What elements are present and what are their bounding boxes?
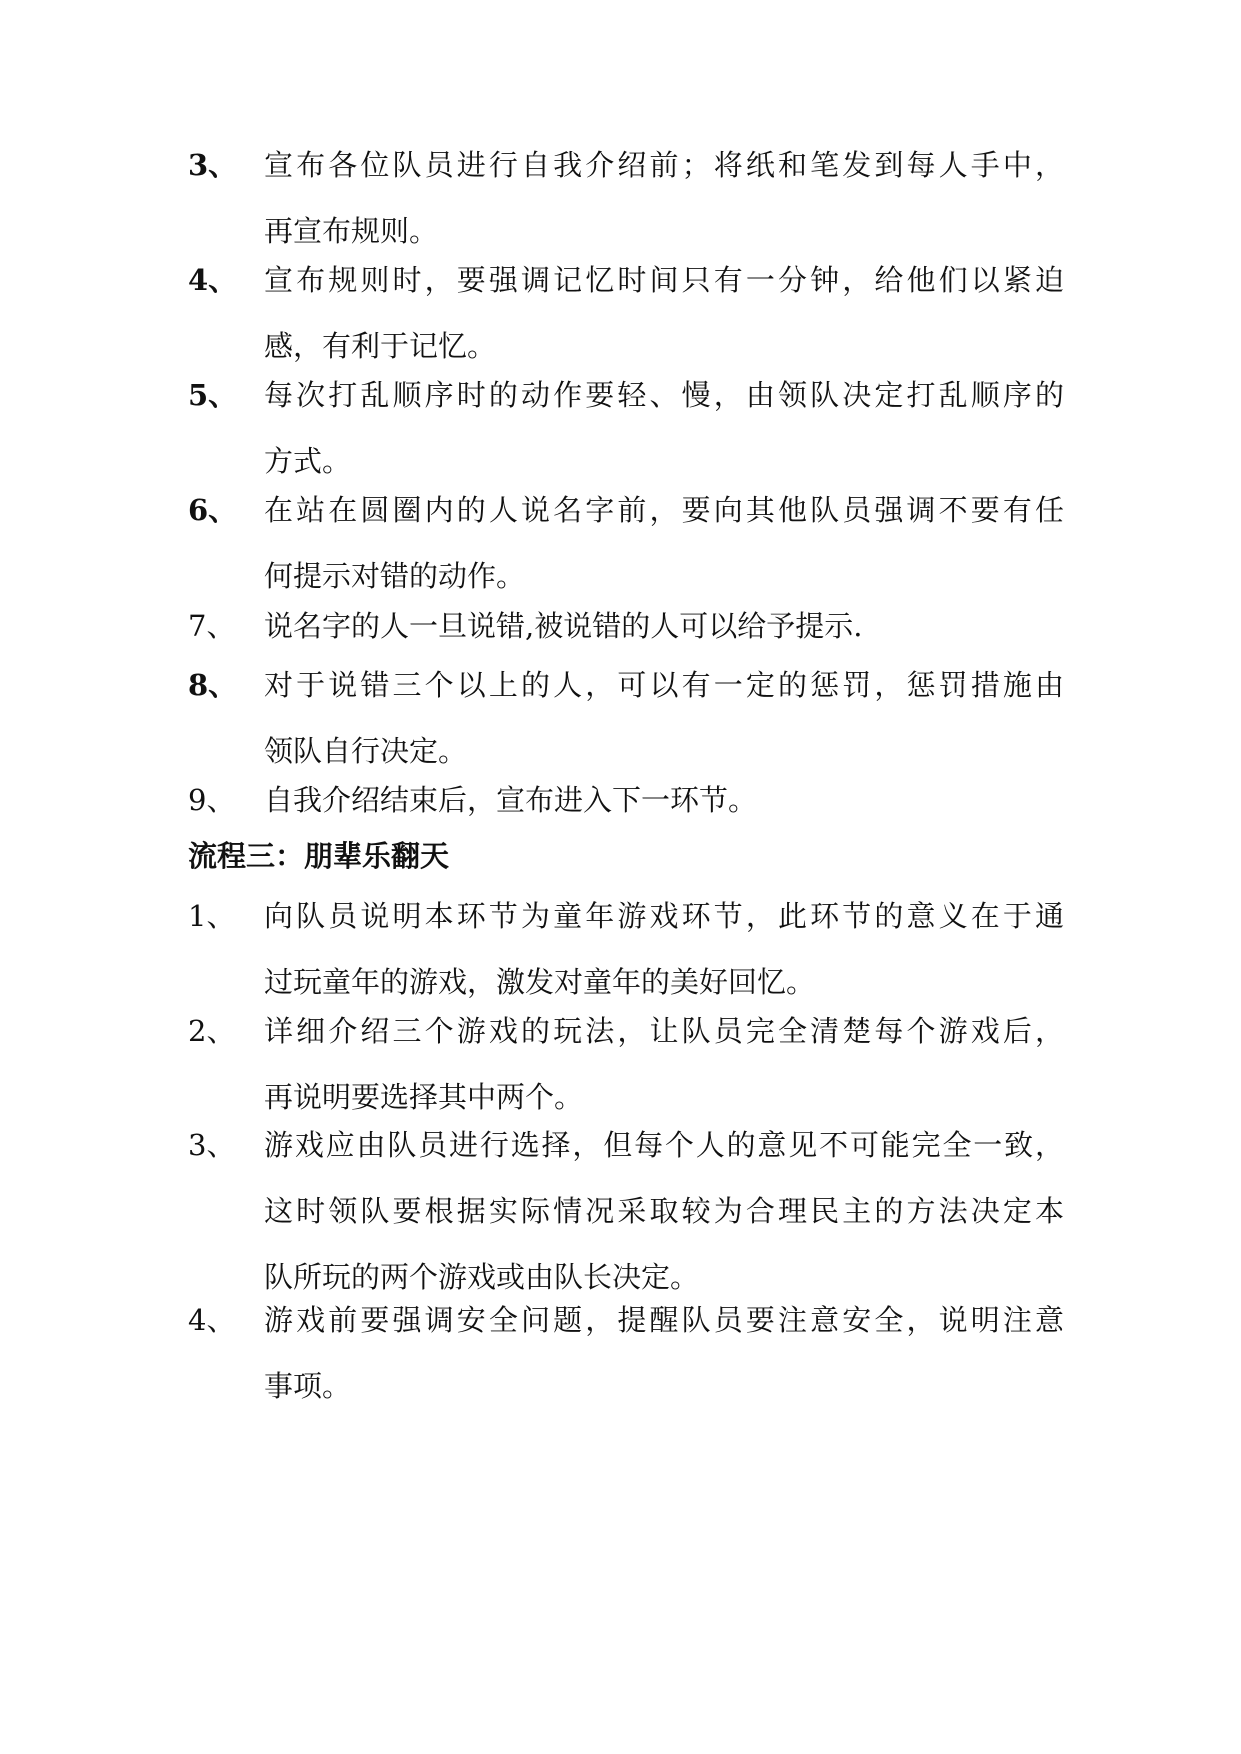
item-text-line: 每次打乱顺序时的动作要轻、慢，由领队决定打乱顺序的 bbox=[264, 378, 1064, 412]
item-number: 4、 bbox=[188, 263, 238, 297]
item-number: 3、 bbox=[188, 148, 238, 182]
item-text-line: 再宣布规则。 bbox=[264, 214, 439, 248]
item-number: 3、 bbox=[188, 1128, 236, 1162]
item-text-line: 宣布规则时，要强调记忆时间只有一分钟，给他们以紧迫 bbox=[264, 263, 1064, 297]
item-number: 8、 bbox=[188, 668, 238, 702]
item-text-line: 领队自行决定。 bbox=[264, 734, 468, 768]
item-text-line: 队所玩的两个游戏或由队长决定。 bbox=[264, 1260, 700, 1294]
item-text-line: 宣布各位队员进行自我介绍前；将纸和笔发到每人手中， bbox=[264, 148, 1064, 182]
item-number: 9、 bbox=[188, 783, 236, 817]
item-text-line: 自我介绍结束后，宣布进入下一环节。 bbox=[264, 783, 758, 817]
item-number: 5、 bbox=[188, 378, 238, 412]
item-number: 7、 bbox=[188, 609, 236, 643]
item-text-line: 说名字的人一旦说错,被说错的人可以给予提示. bbox=[264, 609, 863, 643]
item-text-line: 对于说错三个以上的人，可以有一定的惩罚，惩罚措施由 bbox=[264, 668, 1064, 702]
item-text-line: 游戏应由队员进行选择，但每个人的意见不可能完全一致， bbox=[264, 1128, 1064, 1162]
section-heading: 流程三：朋辈乐翻天 bbox=[188, 839, 450, 873]
item-text-line: 这时领队要根据实际情况采取较为合理民主的方法决定本 bbox=[264, 1194, 1064, 1228]
item-text-line: 在站在圆圈内的人说名字前，要向其他队员强调不要有任 bbox=[264, 493, 1064, 527]
item-text-line: 再说明要选择其中两个。 bbox=[264, 1080, 584, 1114]
item-text-line: 感，有利于记忆。 bbox=[264, 329, 497, 363]
item-text-line: 何提示对错的动作。 bbox=[264, 559, 526, 593]
item-text-line: 向队员说明本环节为童年游戏环节，此环节的意义在于通 bbox=[264, 899, 1064, 933]
item-number: 1、 bbox=[188, 899, 236, 933]
item-number: 2、 bbox=[188, 1014, 236, 1048]
item-number: 4、 bbox=[188, 1303, 236, 1337]
item-text-line: 游戏前要强调安全问题，提醒队员要注意安全，说明注意 bbox=[264, 1303, 1064, 1337]
item-text-line: 过玩童年的游戏，激发对童年的美好回忆。 bbox=[264, 965, 816, 999]
item-number: 6、 bbox=[188, 493, 238, 527]
item-text-line: 事项。 bbox=[264, 1369, 352, 1403]
item-text-line: 方式。 bbox=[264, 444, 352, 478]
item-text-line: 详细介绍三个游戏的玩法，让队员完全清楚每个游戏后， bbox=[264, 1014, 1064, 1048]
